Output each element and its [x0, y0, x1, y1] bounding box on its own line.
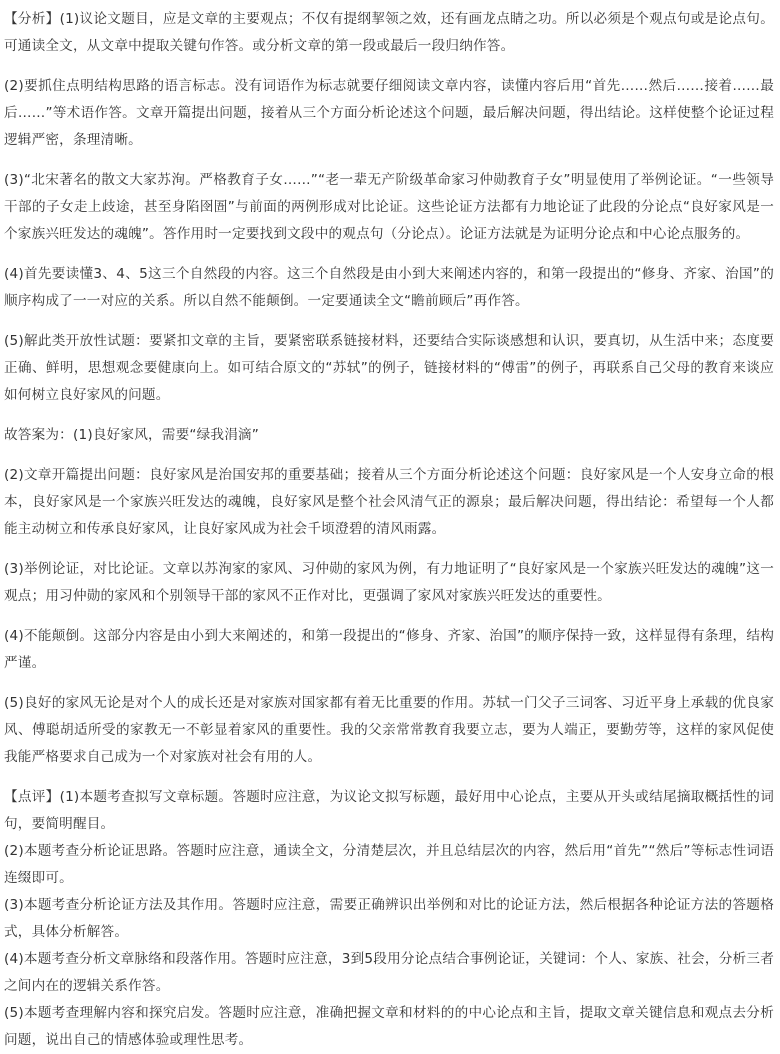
analysis-paragraph-5: (5)解此类开放性试题：要紧扣文章的主旨，要紧密联系链接材料，还要结合实际谈感想和认识，要真切，从生活中来；态度要正确、鲜明，思想观念要健康向上。如可结合原文的“苏轼”的例子，链接材料的“傅雷”的例子，再联系自己父母的教育来谈应如何树立良好家风的问题。 [4, 333, 774, 403]
answer-paragraph-3: (3)举例论证，对比论证。文章以苏洵家的家风、习仲勋的家风为例，有力地证明了“良好家风是一个家族兴旺发达的魂魄”这一观点；用习仲勋的家风和个别领导干部的家风不正作对比，更强调了家风对家族兴旺发达的重要性。 [4, 561, 774, 604]
analysis-paragraph-4: (4)首先要读懂3、4、5这三个自然段的内容。这三个自然段是由小到大来阐述内容的，和第一段提出的“修身、齐家、治国”的顺序构成了一一对应的关系。所以自然不能颠倒。一定要通读全文“瞻前顾后”再作答。 [4, 266, 774, 309]
answer-paragraph-2: (2)文章开篇提出问题：良好家风是治国安邦的重要基础；接着从三个方面分析论述这个问题：良好家风是一个人安身立命的根本，良好家风是一个家族兴旺发达的魂魄，良好家风是整个社会风清气正的源泉；最后解决问题，得出结论：希望每一个人都能主动树立和传承良好家风，让良好家风成为社会千顷澄碧的清风雨露。 [4, 467, 774, 537]
review-paragraph-1: 【点评】(1)本题考查拟写文章标题。答题时应注意，为议论文拟写标题，最好用中心论点，主要从开头或结尾摘取概括性的词句，要简明醒目。 [4, 789, 774, 832]
analysis-section [4, 6, 774, 409]
review-paragraph-5: (5)本题考查理解内容和探究启发。答题时应注意，准确把握文章和材料的的中心论点和主旨，提取文章关键信息和观点去分析问题，说出自己的情感体验或理性思考。 [4, 1005, 774, 1048]
answer-paragraph-1: 故答案为：(1)良好家风，需要“绿我涓滴” [4, 427, 260, 443]
review-paragraph-2: (2)本题考查分析论证思路。答题时应注意，通读全文，分清楚层次，并且总结层次的内容，然后用“首先”“然后”等标志性词语连缀即可。 [4, 843, 774, 886]
review-paragraph-3: (3)本题考查分析论证方法及其作用。答题时应注意，需要正确辨识出举例和对比的论证方法，然后根据各种论证方法的答题格式，具体分析解答。 [4, 897, 774, 940]
analysis-paragraph-1: 【分析】(1)议论文题目，应是文章的主要观点；不仅有提纲挈领之效，还有画龙点睛之功。所以必须是个观点句或是论点句。可通读全文，从文章中提取关键句作答。或分析文章的第一段或最后一段归纳作答。 [4, 11, 774, 54]
answer-paragraph-4: (4)不能颠倒。这部分内容是由小到大来阐述的，和第一段提出的“修身、齐家、治国”的顺序保持一致，这样显得有条理，结构严谨。 [4, 628, 774, 671]
review-paragraph-4: (4)本题考查分析文章脉络和段落作用。答题时应注意，3到5段用分论点结合事例论证，关键词：个人、家族、社会，分析三者之间内在的逻辑关系作答。 [4, 951, 774, 994]
answer-paragraph-5: (5)良好的家风无论是对个人的成长还是对家族对国家都有着无比重要的作用。苏轼一门父子三词客、习近平身上承载的优良家风、傅聪胡适所受的家教无一不彰显着家风的重要性。我的父亲常常教育我要立志，要为人端正，要勤劳等，这样的家风促使我能严格要求自己成为一个对家族对社会有用的人。 [4, 695, 774, 765]
review-section [4, 784, 774, 1054]
analysis-paragraph-2: (2)要抓住点明结构思路的语言标志。没有词语作为标志就要仔细阅读文章内容，读懂内容后用“首先……然后……接着……最后……”等术语作答。文章开篇提出问题，接着从三个方面分析论述这个问题，最后解决问题，得出结论。这样使整个论证过程逻辑严密，条理清晰。 [4, 78, 774, 148]
answer-section [4, 422, 774, 771]
analysis-paragraph-3: (3)“北宋著名的散文大家苏洵。严格教育子女……”“老一辈无产阶级革命家习仲勋教育子女”明显使用了举例论证。“一些领导干部的子女走上歧途，甚至身陷囹圄”与前面的两例形成对比论证。这些论证方法都有力地论证了此段的分论点“良好家风是一个家族兴旺发达的魂魄”。答作用时一定要找到文段中的观点句（分论点）。论证方法就是为证明分论点和中心论点服务的。 [4, 172, 774, 242]
